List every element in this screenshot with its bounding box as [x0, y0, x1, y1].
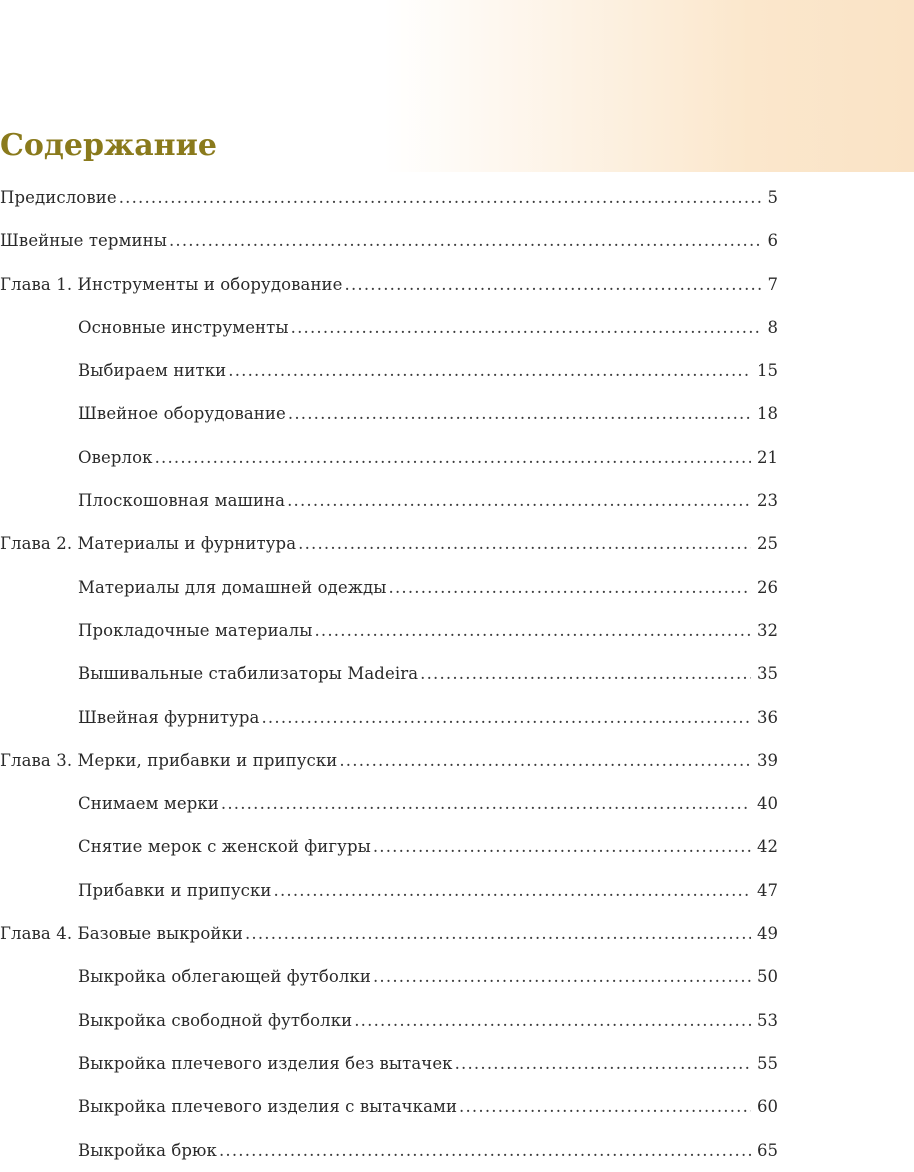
- toc-entry-title: Глава 1. Инструменты и оборудование: [0, 274, 343, 294]
- dot-leader: [119, 176, 762, 219]
- toc-page-number: 50: [757, 967, 778, 987]
- toc-entry-title: Снимаем мерки: [78, 794, 219, 814]
- toc-page-number: 23: [757, 491, 778, 511]
- toc-entry-title: Материалы для домашней одежды: [78, 577, 387, 597]
- dot-leader: [169, 219, 762, 262]
- toc-page-number: 32: [757, 620, 778, 640]
- toc-entry-title: Швейная фурнитура: [78, 707, 260, 727]
- toc-entry[interactable]: [0, 825, 778, 868]
- toc-page-number: 15: [757, 361, 778, 381]
- toc-entry-title: Плоскошовная машина: [78, 491, 286, 511]
- toc-entry[interactable]: [0, 436, 778, 479]
- toc-page-number: 26: [757, 577, 778, 597]
- dot-leader: [228, 349, 751, 392]
- dot-leader: [261, 696, 751, 739]
- toc-page-number: 55: [757, 1053, 778, 1073]
- toc-entry-title: Глава 4. Базовые выкройки: [0, 924, 243, 944]
- dot-leader: [288, 392, 751, 435]
- dot-leader: [345, 263, 762, 306]
- dot-leader: [354, 999, 751, 1042]
- toc-page-number: 47: [757, 880, 778, 900]
- dot-leader: [291, 306, 762, 349]
- toc-entry[interactable]: [0, 652, 778, 695]
- dot-leader: [274, 869, 751, 912]
- toc-entry[interactable]: [0, 739, 778, 782]
- dot-leader: [339, 739, 751, 782]
- toc-entry[interactable]: [0, 1129, 778, 1172]
- toc-page-number: 42: [757, 837, 778, 857]
- toc-entry-title: Глава 2. Материалы и фурнитура: [0, 534, 297, 554]
- toc-entry[interactable]: [0, 1085, 778, 1128]
- toc-page-number: 18: [757, 404, 778, 424]
- toc-page-number: 5: [767, 188, 778, 207]
- toc-entry-title: Вышивальные стабилизаторы Madeira: [78, 664, 419, 684]
- dot-leader: [420, 652, 751, 695]
- toc-page-number: 8: [767, 317, 778, 337]
- toc-entry[interactable]: [0, 349, 778, 392]
- toc-page-number: 53: [757, 1010, 778, 1030]
- dot-leader: [298, 522, 751, 565]
- toc-entry-title: Оверлок: [78, 447, 153, 467]
- toc-entry-title: Глава 3. Мерки, прибавки и припуски: [0, 750, 338, 770]
- dot-leader: [455, 1042, 751, 1085]
- toc-page-number: 65: [757, 1140, 778, 1160]
- toc-page-number: 49: [757, 924, 778, 944]
- toc-entry-title: Снятие мерок с женской фигуры: [78, 837, 371, 857]
- toc-entry-title: Выбираем нитки: [78, 361, 227, 381]
- toc-entry[interactable]: [0, 782, 778, 825]
- toc-entry[interactable]: [0, 306, 778, 349]
- toc-entry-title: Прибавки и припуски: [78, 880, 272, 900]
- toc-entry-title: Швейные термины: [0, 231, 167, 251]
- toc-entry[interactable]: [0, 566, 778, 609]
- dot-leader: [459, 1085, 751, 1128]
- toc-page-number: 21: [757, 447, 778, 467]
- dot-leader: [287, 479, 751, 522]
- page-title: Содержание: [0, 128, 217, 163]
- dot-leader: [155, 436, 751, 479]
- toc-page-number: 7: [767, 274, 778, 294]
- toc-entry-title: Выкройка облегающей футболки: [78, 967, 371, 987]
- dot-leader: [245, 912, 751, 955]
- dot-leader: [314, 609, 751, 652]
- toc-page-number: 6: [767, 231, 778, 251]
- toc-entry-title: Выкройка свободной футболки: [78, 1010, 353, 1030]
- toc-page-number: 35: [757, 664, 778, 684]
- toc-page-number: 60: [757, 1097, 778, 1117]
- toc-entry-title: Выкройка плечевого изделия с вытачками: [78, 1097, 458, 1117]
- toc-entry[interactable]: [0, 609, 778, 652]
- toc-entry[interactable]: [0, 696, 778, 739]
- dot-leader: [389, 566, 751, 609]
- toc-entry-title: Выкройка плечевого изделия без вытачек: [78, 1053, 453, 1073]
- toc-entry-title: Основные инструменты: [78, 317, 289, 337]
- toc-entry[interactable]: [0, 999, 778, 1042]
- toc-entry-title: Прокладочные материалы: [78, 620, 313, 640]
- toc-entry[interactable]: [0, 392, 778, 435]
- toc-entry[interactable]: [0, 219, 778, 262]
- toc-entry[interactable]: [0, 955, 778, 998]
- toc-entry[interactable]: [0, 263, 778, 306]
- toc-page-number: 39: [757, 750, 778, 770]
- dot-leader: [373, 825, 751, 868]
- dot-leader: [219, 1129, 751, 1172]
- toc-page-number: 40: [757, 794, 778, 814]
- toc-entry[interactable]: [0, 176, 778, 219]
- toc-page-number: 25: [757, 534, 778, 554]
- toc-entry-title: Предисловие: [0, 188, 117, 207]
- toc-entry-title: Выкройка брюк: [78, 1140, 217, 1160]
- toc-page-number: 36: [757, 707, 778, 727]
- dot-leader: [221, 782, 751, 825]
- toc-entry[interactable]: [0, 1042, 778, 1085]
- toc-entry[interactable]: [0, 912, 778, 955]
- dot-leader: [373, 955, 751, 998]
- table-of-contents: [0, 176, 778, 1172]
- toc-entry[interactable]: [0, 479, 778, 522]
- toc-entry-title: Швейное оборудование: [78, 404, 286, 424]
- toc-entry[interactable]: [0, 869, 778, 912]
- toc-entry[interactable]: [0, 522, 778, 565]
